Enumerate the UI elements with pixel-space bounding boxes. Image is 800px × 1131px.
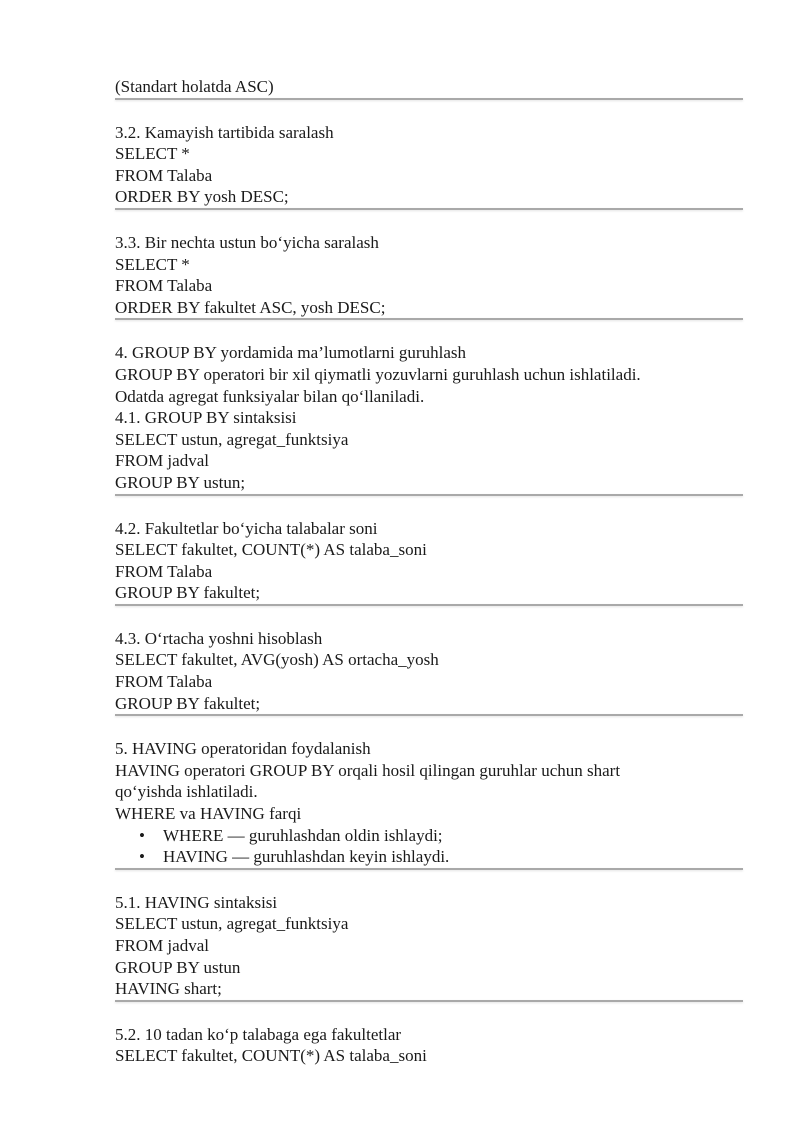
- code-line: HAVING shart;: [115, 979, 222, 999]
- subsection-heading: 4.1. GROUP BY sintaksisi: [115, 408, 297, 428]
- section-4-2: [115, 518, 743, 606]
- section-3-2: [115, 122, 743, 210]
- text-line: (Standart holatda ASC): [115, 77, 274, 96]
- section-divider: [115, 604, 743, 606]
- code-line: SELECT *: [115, 254, 190, 274]
- document-page: [115, 76, 743, 1067]
- paragraph-line: HAVING operatori GROUP BY orqali hosil qilingan guruhlar uchun shart: [115, 760, 621, 780]
- section-heading: 5.2. 10 tadan ko‘p talabaga ega fakultetlar: [115, 1024, 402, 1044]
- section-5-2: [115, 1024, 743, 1067]
- section-heading: 5.1. HAVING sintaksisi: [115, 892, 278, 912]
- section-heading: 5. HAVING operatoridan foydalanish: [115, 739, 371, 759]
- code-line: GROUP BY fakultet;: [115, 693, 261, 713]
- bullet-icon: •: [139, 847, 145, 867]
- section-heading: 3.2. Kamayish tartibida saralash: [115, 122, 334, 142]
- code-line: FROM Talaba: [115, 561, 213, 581]
- code-line: GROUP BY fakultet;: [115, 583, 261, 603]
- code-line: SELECT *: [115, 144, 190, 164]
- section-5-having: [115, 738, 743, 870]
- paragraph-line: qo‘yishda ishlatiladi.: [115, 782, 258, 802]
- section-heading: 3.3. Bir nechta ustun bo‘yicha saralash: [115, 232, 379, 252]
- section-3-3: [115, 232, 743, 320]
- section-divider: [115, 494, 743, 496]
- code-line: FROM jadval: [115, 936, 209, 955]
- list-item: [115, 846, 743, 868]
- code-line: SELECT fakultet, COUNT(*) AS talaba_soni: [115, 1046, 427, 1066]
- list-item: [115, 825, 743, 847]
- code-line: ORDER BY fakultet ASC, yosh DESC;: [115, 297, 386, 317]
- code-line: FROM Talaba: [115, 672, 213, 692]
- paragraph-line: Odatda agregat funksiyalar bilan qo‘llaniladi.: [115, 386, 425, 406]
- section-5-1: [115, 892, 743, 1002]
- section-4-group-by: [115, 342, 743, 495]
- section-standard-asc-note: [115, 76, 743, 100]
- section-divider: [115, 868, 743, 870]
- code-line: ORDER BY yosh DESC;: [115, 187, 289, 207]
- bullet-icon: •: [139, 825, 145, 845]
- section-divider: [115, 318, 743, 320]
- code-line: FROM Talaba: [115, 276, 213, 296]
- code-line: GROUP BY ustun: [115, 957, 241, 977]
- paragraph-line: WHERE va HAVING farqi: [115, 804, 302, 824]
- code-line: FROM jadval: [115, 451, 209, 471]
- section-4-3: [115, 628, 743, 716]
- list-item-text: WHERE — guruhlashdan oldin ishlaydi;: [163, 825, 443, 845]
- section-divider: [115, 1000, 743, 1002]
- section-heading: 4.3. O‘rtacha yoshni hisoblash: [115, 628, 323, 648]
- paragraph-line: GROUP BY operatori bir xil qiymatli yozuvlarni guruhlash uchun ishlatiladi.: [115, 364, 641, 384]
- code-line: GROUP BY ustun;: [115, 472, 246, 492]
- section-divider: [115, 208, 743, 210]
- code-line: FROM Talaba: [115, 165, 213, 185]
- section-heading: 4. GROUP BY yordamida ma’lumotlarni guruhlash: [115, 343, 466, 363]
- section-divider: [115, 714, 743, 716]
- code-line: SELECT ustun, agregat_funktsiya: [115, 429, 349, 449]
- code-line: SELECT fakultet, AVG(yosh) AS ortacha_yosh: [115, 650, 439, 670]
- list-item-text: HAVING — guruhlashdan keyin ishlaydi.: [163, 847, 450, 867]
- code-line: SELECT fakultet, COUNT(*) AS talaba_soni: [115, 540, 427, 560]
- section-heading: 4.2. Fakultetlar bo‘yicha talabalar soni: [115, 518, 378, 538]
- code-line: SELECT ustun, agregat_funktsiya: [115, 914, 349, 934]
- section-divider: [115, 98, 743, 100]
